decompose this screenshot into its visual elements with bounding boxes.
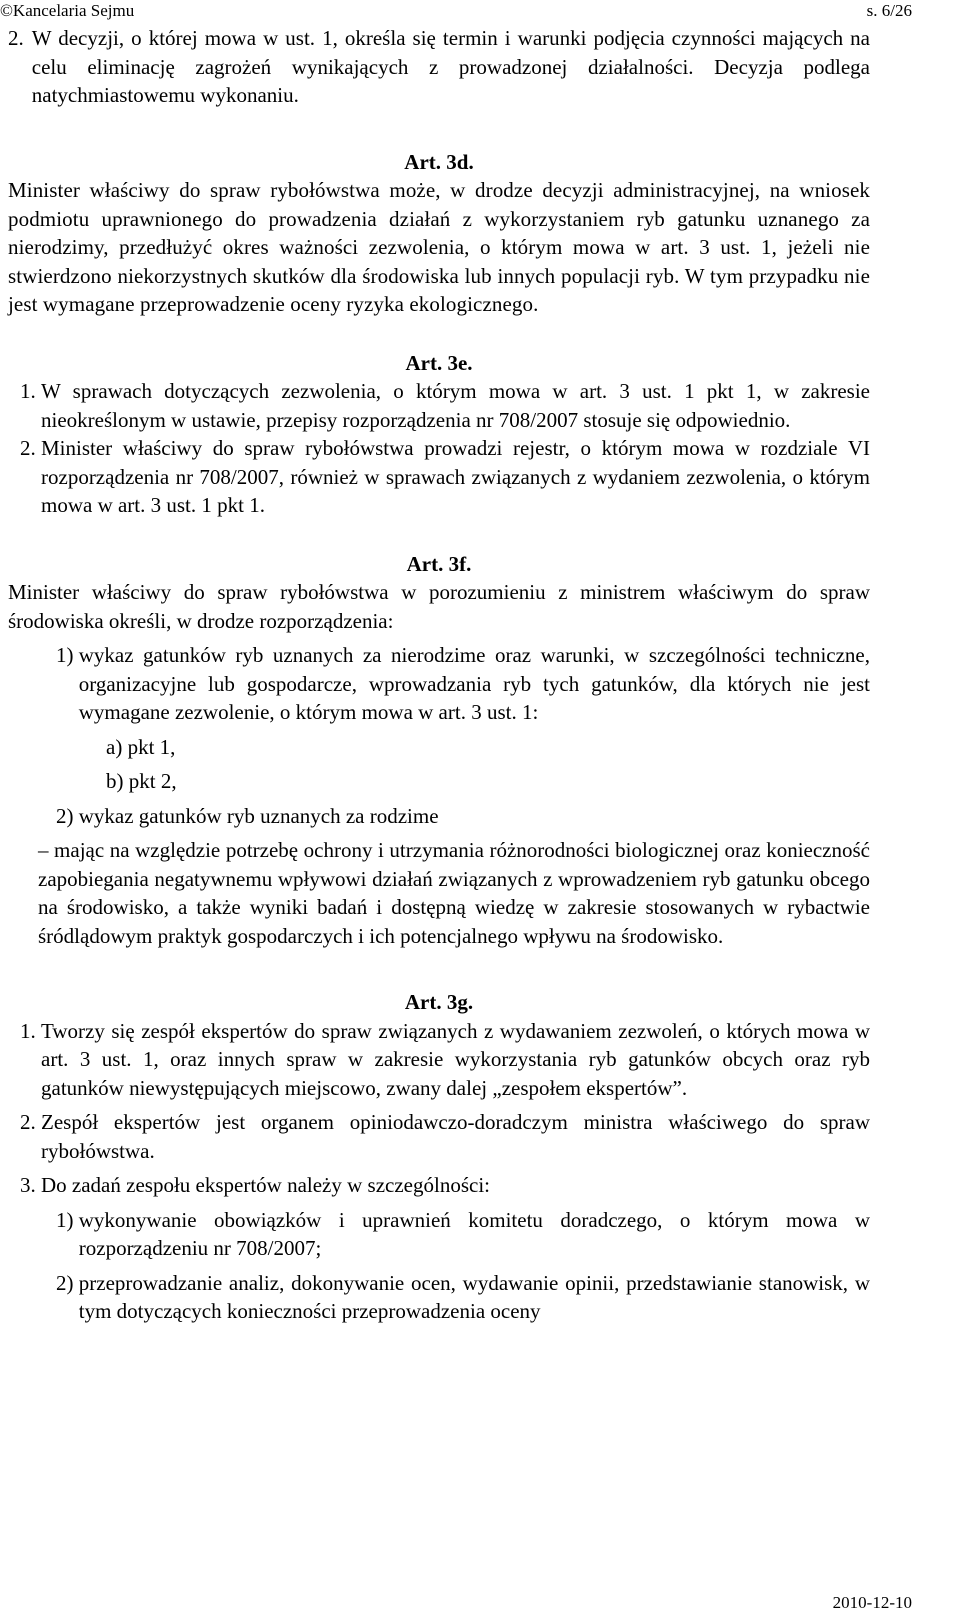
article-3f-item-2 bbox=[8, 802, 870, 831]
paragraph-number: 2. bbox=[8, 26, 24, 50]
header-page-number: s. 6/26 bbox=[866, 1, 912, 20]
article-3f-closing: – mając na względzie potrzebę ochrony i utrzymania różnorodności biologicznej oraz konieczność zapobiegania negatywnemu wpływowi działań związanych z wprowadzeniem ryb gatunku obcego na środowisko, a także wyniki badań i dostępną wiedzę w zakresie stosowanych w rybactwie śródlądowym praktyk gospodarczych i ich potencjalnego wpływu na środowisko. bbox=[38, 838, 870, 948]
item-text: W sprawach dotyczących zezwolenia, o którym mowa w art. 3 ust. 1 pkt 1, w zakresie nieokreślonym w ustawie, przepisy rozporządzenia nr 708/2007 stosuje się odpowiednio. bbox=[41, 379, 870, 432]
article-3e-title: Art. 3e. bbox=[405, 350, 473, 375]
article-3f-item-1 bbox=[8, 641, 870, 727]
article-3f-subitem-a: a) pkt 1, bbox=[106, 734, 176, 759]
item-text: Tworzy się zespół ekspertów do spraw związanych z wydawaniem zezwoleń, o których mowa w art. 3 ust. 1, oraz innych spraw w zakresie wykorzystania ryb gatunków obcych oraz ryb gatunków niewystępujących miejscowo, zwany dalej „zespołem ekspertów”. bbox=[41, 1018, 870, 1100]
item-number: 1) bbox=[56, 643, 79, 667]
article-3f-intro: Minister właściwy do spraw rybołówstwa w porozumieniu z ministrem właściwym do spraw środowiska określi, w drodze rozporządzenia: bbox=[8, 580, 870, 633]
item-number: 1. bbox=[20, 379, 41, 403]
article-3f-title: Art. 3f. bbox=[406, 551, 472, 576]
article-3f-subitem-b: b) pkt 2, bbox=[106, 769, 177, 793]
item-number: 2. bbox=[20, 436, 41, 460]
item-number: 2. bbox=[20, 1110, 41, 1134]
article-3g-item-1 bbox=[8, 1017, 870, 1103]
paragraph-text: W decyzji, o której mowa w ust. 1, określa się termin i warunki podjęcia czynności mających na celu eliminację zagrożeń wynikających z prowadzonej działalności. Decyzja podlega natychmiastowemu wykonaniu. bbox=[31, 26, 870, 107]
item-text: wykaz gatunków ryb uznanych za rodzime bbox=[78, 803, 439, 828]
item-number: 2) bbox=[56, 1270, 79, 1295]
item-text: wykaz gatunków ryb uznanych za nierodzime oraz warunki, w szczególności techniczne, organizacyjne lub gospodarcze, wprowadzania ryb tych gatunków, dla których nie jest wymagane zezwolenie, o którym mowa w art. 3 ust. 1: bbox=[78, 643, 870, 724]
paragraph-2 bbox=[8, 24, 870, 110]
item-text: przeprowadzanie analiz, dokonywanie ocen, wydawanie opinii, przedstawianie stanowisk, w tym dotyczących konieczności przeprowadzenia oceny bbox=[78, 1270, 870, 1323]
document-body bbox=[8, 24, 870, 1326]
item-number: 3. bbox=[20, 1173, 41, 1197]
item-number: 2) bbox=[56, 803, 79, 828]
article-3g-subitem-2 bbox=[8, 1269, 870, 1326]
item-number: 1) bbox=[56, 1207, 79, 1232]
item-text: Do zadań zespołu ekspertów należy w szczególności: bbox=[41, 1173, 490, 1197]
article-3d-title: Art. 3d. bbox=[404, 149, 474, 174]
article-3g-subitem-1 bbox=[8, 1206, 870, 1263]
article-3d-text: Minister właściwy do spraw rybołówstwa może, w drodze decyzji administracyjnej, na wniosek podmiotu uprawnionego do prowadzenia działań z wykorzystaniem ryb gatunku uznanego za nierodzimy, przedłużyć okres ważności zezwolenia, o którym mowa w art. 3 ust. 1, jeżeli nie stwierdzono niekorzystnych skutków dla środowiska lub innych populacji ryb. W tym przypadku nie jest wymagane przeprowadzenie oceny ryzyka ekologicznego. bbox=[8, 178, 870, 316]
item-text: wykonywanie obowiązków i uprawnień komitetu doradczego, o którym mowa w rozporządzeniu nr 708/2007; bbox=[78, 1207, 870, 1260]
item-text: Minister właściwy do spraw rybołówstwa prowadzi rejestr, o którym mowa w rozdziale VI rozporządzenia nr 708/2007, również w sprawach związanych z wydaniem zezwolenia, o którym mowa w art. 3 ust. 1 pkt 1. bbox=[41, 436, 870, 517]
article-3g-item-2 bbox=[8, 1108, 870, 1165]
article-3e-item-1 bbox=[8, 377, 870, 434]
header-copyright: ©Kancelaria Sejmu bbox=[0, 1, 135, 20]
article-3e-item-2 bbox=[8, 434, 870, 520]
item-number: 1. bbox=[20, 1018, 41, 1043]
article-3g-item-3 bbox=[8, 1171, 870, 1200]
article-3g-title: Art. 3g. bbox=[404, 990, 474, 1014]
item-text: Zespół ekspertów jest organem opiniodawczo-doradczym ministra właściwego do spraw rybołówstwa. bbox=[41, 1110, 870, 1163]
footer-date: 2010-12-10 bbox=[832, 1593, 912, 1612]
